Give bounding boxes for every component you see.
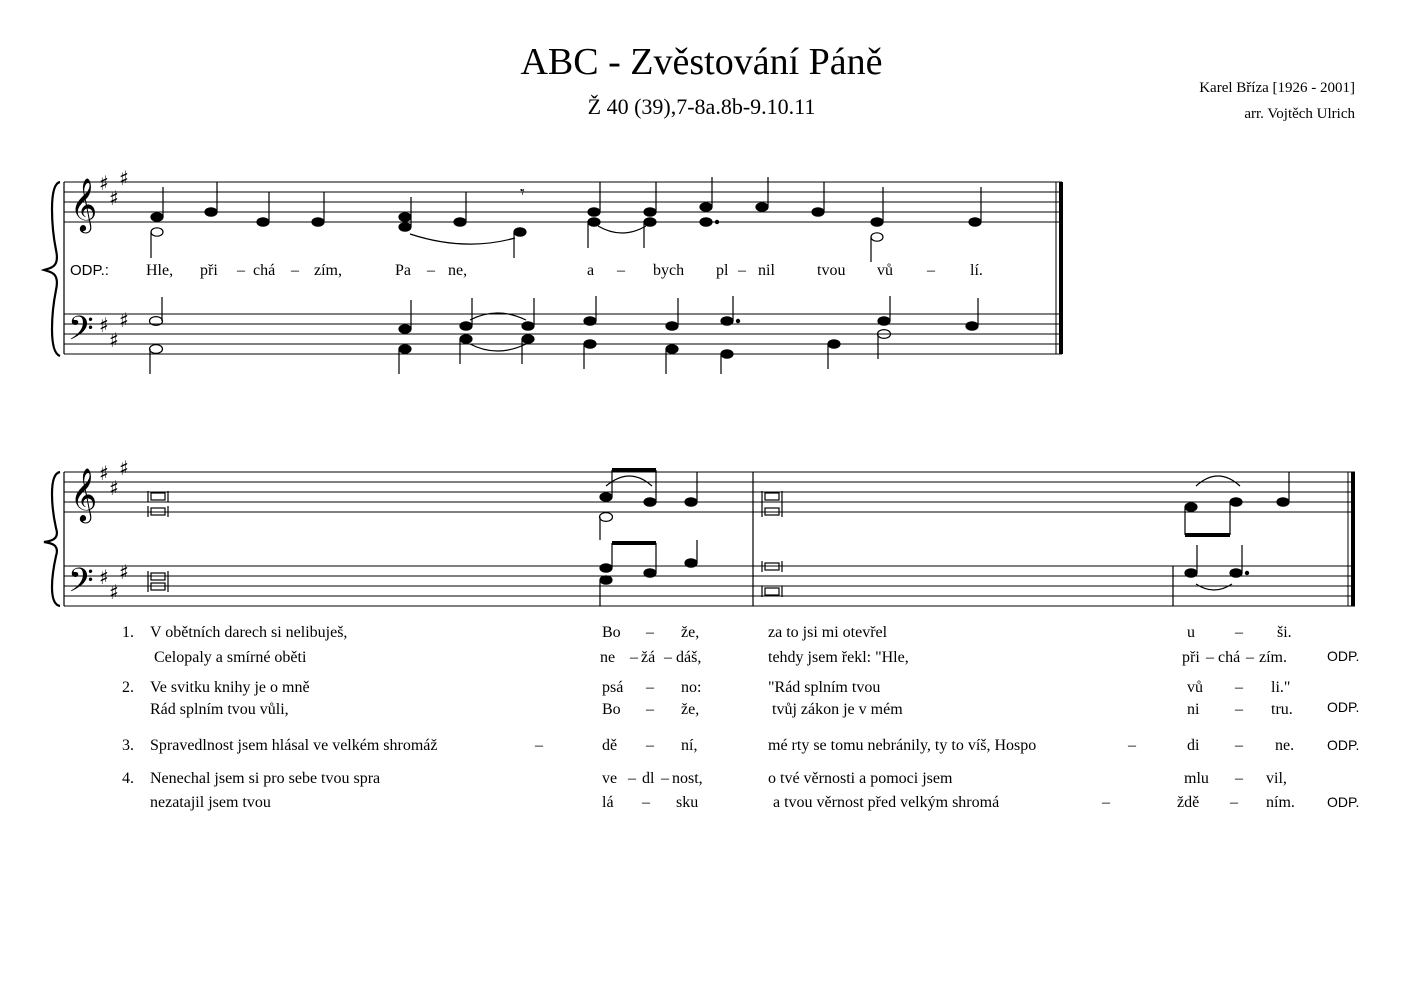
svg-text:♯: ♯ [99, 565, 109, 589]
bass-clef: 𝄢 [68, 562, 94, 608]
lyric-hyphen: – [617, 262, 625, 279]
verse-syllable: při [1182, 649, 1200, 666]
verse-syllable: mlu [1184, 770, 1209, 787]
svg-text:♯: ♯ [109, 580, 119, 604]
verse-hyphen: – [1230, 794, 1238, 811]
treble-clef: 𝄞 [70, 177, 98, 231]
verse-text: Rád splním tvou vůli, [150, 701, 289, 718]
system-2 [44, 472, 1355, 606]
verse-syllable: ni [1187, 701, 1200, 718]
verse-syllable: psá [602, 679, 624, 696]
verse-text: "Rád splním tvou [768, 679, 881, 696]
verse-1 [122, 624, 1359, 666]
verse-syllable: dl [642, 770, 655, 787]
verse-text: o tvé věrnosti a pomoci jsem [768, 770, 953, 787]
verse-syllable: chá [1218, 649, 1241, 666]
verse-text: Spravedlnost jsem hlásal ve velkém shromáž [150, 737, 438, 754]
verse-syllable: ní, [681, 737, 698, 754]
verse-text: tehdy jsem řekl: "Hle, [768, 649, 909, 666]
verse-syllable: dáš, [676, 649, 702, 666]
svg-text:𝄾: 𝄾 [520, 182, 525, 202]
verse-4 [122, 770, 1359, 811]
lyric-hyphen: – [427, 262, 435, 279]
verse-number: 4. [122, 770, 134, 787]
verse-3 [122, 737, 1359, 754]
bass-clef: 𝄢 [68, 310, 94, 356]
verse-text: za to jsi mi otevřel [768, 624, 888, 641]
verse-number: 3. [122, 737, 134, 754]
verse-number: 2. [122, 679, 134, 696]
verse-syllable: dě [602, 737, 618, 754]
verse-syllable: nost, [672, 770, 703, 787]
odp-marker: ODP. [1327, 737, 1360, 753]
lyric-hyphen: – [291, 262, 299, 279]
verse-text: Nenechal jsem si pro sebe tvou spra [150, 770, 381, 787]
svg-text:♯: ♯ [99, 171, 109, 195]
treble-clef: 𝄞 [70, 467, 98, 521]
verse-hyphen: – [661, 770, 669, 787]
verse-text: a tvou věrnost před velkým shromá [773, 794, 1000, 811]
lyric-syllable: vů [877, 262, 893, 279]
svg-text:♯: ♯ [119, 456, 129, 480]
verse-hyphen: – [1206, 649, 1214, 666]
verse-syllable: u [1187, 624, 1195, 641]
verse-syllable: vů [1187, 679, 1203, 696]
key-signature-treble [99, 456, 129, 500]
lyric-hyphen: – [927, 262, 935, 279]
verse-hyphen: – [1246, 649, 1254, 666]
verse-syllable: žá [641, 649, 656, 666]
svg-text:♯: ♯ [109, 476, 119, 500]
svg-text:♯: ♯ [99, 313, 109, 337]
lyric-syllable: tvou [817, 262, 846, 279]
lyric-syllable: při [200, 262, 218, 279]
bass-staff-1 [64, 314, 1062, 354]
verse-hyphen: – [1102, 794, 1110, 811]
verse-hyphen: – [1235, 624, 1243, 641]
page-title: ABC - Zvěstování Páně [520, 41, 883, 83]
key-signature-bass [99, 560, 129, 604]
verse-hyphen: – [1235, 737, 1243, 754]
lyric-syllable: pl [716, 262, 729, 279]
verse-syllable: že, [681, 624, 700, 641]
odp-marker: ODP. [1327, 794, 1360, 810]
verse-syllable: zím. [1259, 649, 1287, 666]
system-1 [44, 182, 1062, 356]
verse-hyphen: – [646, 679, 654, 696]
verse-syllable: lá [602, 794, 614, 811]
verse-syllable: ním. [1266, 794, 1295, 811]
verse-hyphen: – [646, 701, 654, 718]
verse-hyphen: – [646, 624, 654, 641]
verse-text: Celopaly a smírné oběti [154, 649, 307, 666]
lyric-syllable: bych [653, 262, 685, 279]
verse-syllable: sku [676, 794, 699, 811]
svg-text:♯: ♯ [119, 308, 129, 332]
verse-hyphen: – [642, 794, 650, 811]
verse-syllable: ne. [1275, 737, 1295, 754]
odp-marker: ODP. [1327, 699, 1360, 715]
verse-syllable: ši. [1277, 624, 1292, 641]
verse-number: 1. [122, 624, 134, 641]
svg-text:♯: ♯ [119, 166, 129, 190]
treble-staff-2 [64, 472, 1355, 512]
verse-syllable: tru. [1271, 701, 1293, 718]
svg-text:♯: ♯ [99, 461, 109, 485]
verse-text: mé rty se tomu nebránily, ty to víš, Hospo [768, 737, 1037, 754]
arranger-credit: arr. Vojtěch Ulrich [1244, 106, 1355, 122]
verse-syllable: Bo [602, 624, 621, 641]
verse-syllable: li." [1271, 679, 1291, 696]
lyric-syllable: lí. [970, 262, 983, 279]
composer-credit: Karel Bříza [1926 - 2001] [1199, 80, 1355, 96]
svg-text:♯: ♯ [109, 186, 119, 210]
lyric-syllable: ne, [448, 262, 468, 279]
lyric-syllable: Hle, [146, 262, 174, 279]
system-brace-2 [44, 472, 60, 606]
verse-syllable: di [1187, 737, 1200, 754]
verse-hyphen: – [1235, 770, 1243, 787]
lyric-hyphen: – [237, 262, 245, 279]
verse-syllable: Bo [602, 701, 621, 718]
verse-hyphen: – [1128, 737, 1136, 754]
psalm-reference: Ž 40 (39),7-8a.8b-9.10.11 [587, 94, 816, 119]
verse-syllable: ne [600, 649, 616, 666]
lyric-hyphen: – [738, 262, 746, 279]
lyric-syllable: Pa [395, 262, 411, 279]
verse-syllable: ve [602, 770, 618, 787]
bass-staff-2 [64, 566, 1355, 606]
verses [122, 624, 1359, 811]
verse-text: V obětních darech si nelibuješ, [150, 624, 348, 641]
verse-text: nezatajil jsem tvou [150, 794, 271, 811]
svg-text:♯: ♯ [119, 560, 129, 584]
verse-hyphen: – [1235, 701, 1243, 718]
verse-syllable: ždě [1177, 794, 1200, 811]
system-brace [44, 182, 60, 356]
verse-hyphen: – [664, 649, 672, 666]
verse-hyphen: – [630, 649, 638, 666]
verse-text: Ve svitku knihy je o mně [150, 679, 310, 696]
svg-text:♯: ♯ [109, 328, 119, 352]
verse-syllable: že, [681, 701, 700, 718]
verse-syllable: no: [681, 679, 702, 696]
odp-marker: ODP. [1327, 648, 1360, 664]
lyric-syllable: zím, [314, 262, 342, 279]
key-signature-treble [99, 166, 129, 210]
lyric-syllable: nil [758, 262, 775, 279]
verse-2 [122, 679, 1359, 718]
lyric-syllable: a [587, 262, 595, 279]
verse-hyphen: – [646, 737, 654, 754]
refrain-label: ODP.: [70, 262, 109, 279]
verse-syllable: vil, [1266, 770, 1287, 787]
verse-text: tvůj zákon je v mém [772, 701, 903, 718]
verse-hyphen: – [535, 737, 543, 754]
refrain-lyrics [70, 262, 983, 279]
key-signature-bass [99, 308, 129, 352]
verse-hyphen: – [628, 770, 636, 787]
lyric-syllable: chá [253, 262, 276, 279]
verse-hyphen: – [1235, 679, 1243, 696]
